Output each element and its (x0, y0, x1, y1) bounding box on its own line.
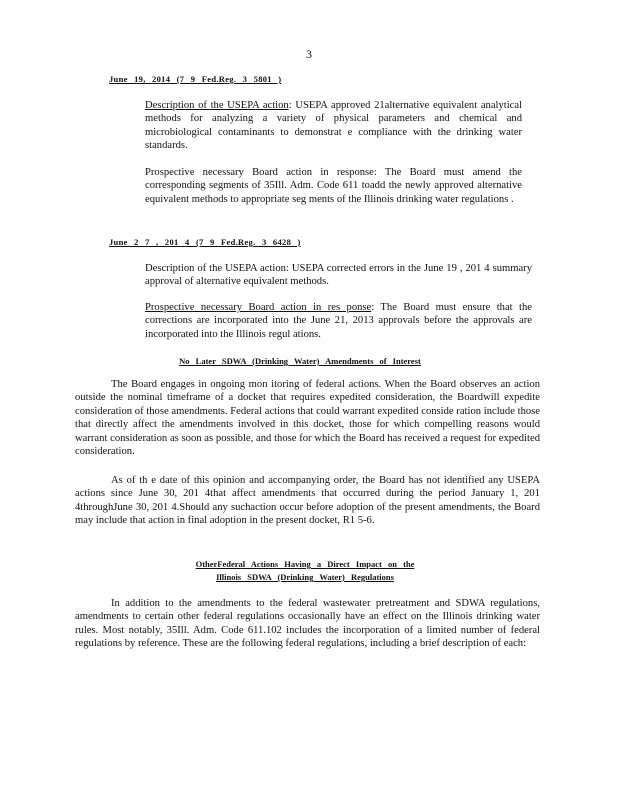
entry-2-description-text: : USEPA corrected errors in the June 19 , 201 4 summary approval of alternative equivalent methods. (145, 263, 532, 288)
section-2-paragraph: In addition to the amendments to the federal wastewater pretreatment and SDWA regulations, amendments to certain other federal regulations occasionally have an effect on the Illinois drinking water rules. Most notably, 35Ill. Adm. Code 611.102 includes the incorporation of a limited number of federal regulations by reference. These are the following federal regulations, including a brief description of each: (75, 598, 540, 650)
entry-2-action (145, 301, 532, 341)
entry-1-description-label: Description of the USEPA action (145, 100, 289, 111)
entry-2-description (145, 262, 532, 289)
entry-2-action-label: Prospective necessary Board action in res ponse (145, 302, 372, 313)
entry-2-action-text: : The Board must ensure that the corrections are incorporated into the June 21, 2013 approvals before the approvals are incorporated into the Illinois regul ations. (145, 302, 532, 340)
entry-1-description-text: : USEPA approved 21alternative equivalent analytical methods for analyzing a variety of physical parameters and chemical and microbiological contaminants to demonstrat e compliance with the drinking water standards. (145, 100, 522, 152)
entry-2-description-label: Description of the USEPA action (145, 263, 286, 274)
section-2-heading-line-2: Illinois SDWA (Drinking Water) Regulations (216, 572, 394, 582)
entry-1-action (145, 166, 522, 206)
section-1-heading: No Later SDWA (Drinking Water) Amendments of Interest (179, 356, 421, 366)
section-1-paragraph-1: The Board engages in ongoing mon itoring of federal actions. When the Board observes an action outside the nominal timeframe of a docket that requires expedited consideration, the Boardwill expedite consideration of those amendments. Federal actions that could warrant expedited conside ration include those that directly affect the amendments involved in this docket, those for which compelling reasons would warrant consideration as soon as possible, and those for which the Board has received a request for expedited consideration. (75, 379, 540, 458)
section-1-paragraph-2: As of th e date of this opinion and accompanying order, the Board has not identified any USEPA actions since June 30, 201 4that affect amendments that occurred during the period January 1, 201 4throughJune 30, 201 4.Should any suchaction occur before adoption of the present amendments, the Board may include that action in final adoption in the present docket, R1 5-6. (75, 475, 540, 527)
section-2-heading-line-1: OtherFederal Actions Having a Direct Impact on the (195, 559, 415, 569)
entry-1-description (145, 99, 522, 153)
entry-1-action-text: : The Board must amend the corresponding segments of 35Ill. Adm. Code 611 toadd the newly approved alternative equivalent methods to appropriate seg ments of the Illinois drinking water regulations . (145, 167, 522, 205)
page-number: 3 (306, 47, 312, 61)
entry-1-date-header: June 19, 2014 (7 9 Fed.Reg. 3 5801 ) (109, 74, 282, 84)
section-2-heading (160, 558, 450, 584)
entry-1-action-label: Prospective necessary Board action in response (145, 167, 374, 178)
entry-2-date-header: June 2 7 , 201 4 (7 9 Fed.Reg. 3 6428 ) (109, 237, 301, 247)
